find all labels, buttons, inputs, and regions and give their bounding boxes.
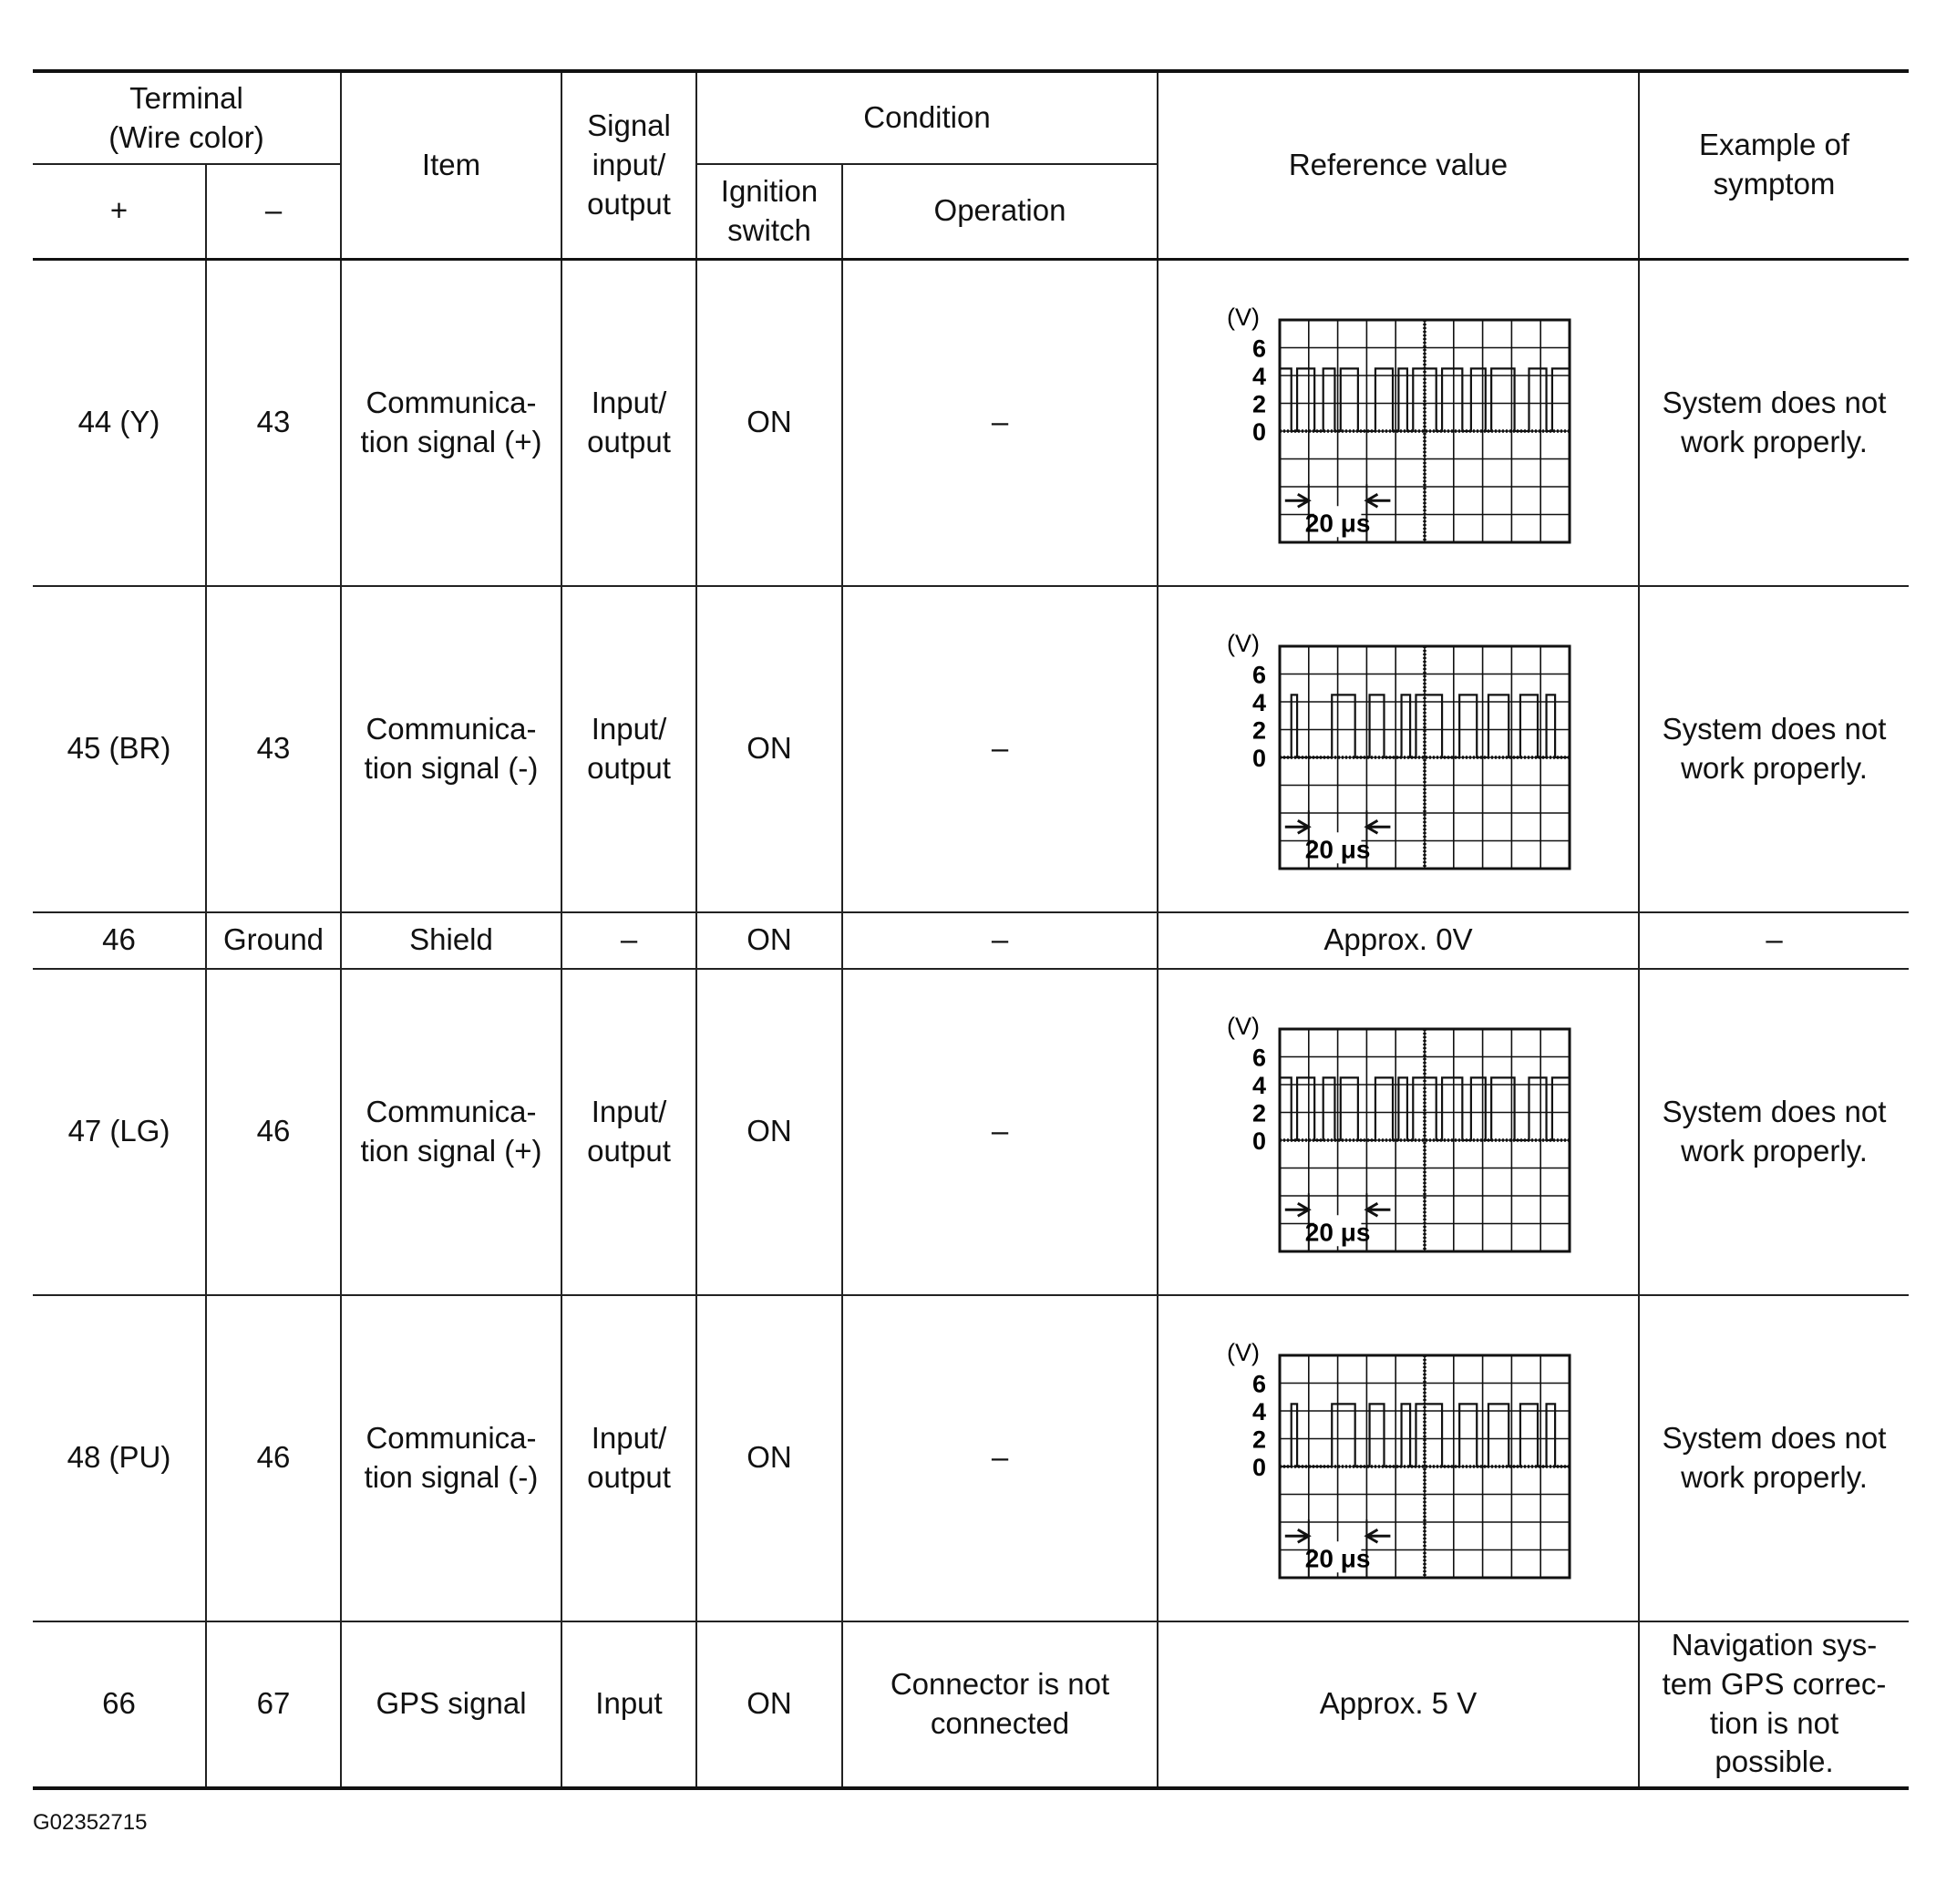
header-item: Item	[341, 71, 561, 259]
y-tick-label: 4	[1252, 362, 1267, 390]
reference-cell	[1158, 586, 1639, 912]
table-row	[33, 969, 1909, 1295]
operation-cell: –	[842, 912, 1158, 969]
signal-cell: Input	[561, 1621, 696, 1788]
ignition-cell: ON	[696, 259, 842, 586]
item-cell: Communica- tion signal (-)	[341, 586, 561, 912]
unit-label: (V)	[1227, 303, 1260, 331]
header-operation: Operation	[842, 164, 1158, 259]
item-cell: Communica- tion signal (-)	[341, 1295, 561, 1621]
item-cell: GPS signal	[341, 1621, 561, 1788]
figure-id: G02352715	[33, 1810, 148, 1835]
operation-cell: –	[842, 1295, 1158, 1621]
signal-cell: Input/ output	[561, 969, 696, 1295]
terminal-minus: 43	[206, 259, 341, 586]
item-cell: Communica- tion signal (+)	[341, 259, 561, 586]
y-tick-label: 6	[1252, 661, 1267, 688]
operation-cell: –	[842, 969, 1158, 1295]
table-row	[33, 1621, 1909, 1788]
time-label: 20 μs	[1304, 1543, 1371, 1572]
header-minus: –	[206, 164, 341, 259]
y-tick-label: 0	[1252, 1453, 1267, 1481]
operation-cell: –	[842, 586, 1158, 912]
ignition-cell: ON	[696, 1295, 842, 1621]
terminal-minus: 46	[206, 1295, 341, 1621]
header-plus: +	[33, 164, 206, 259]
signal-cell: Input/ output	[561, 1295, 696, 1621]
header-ignition: Ignition switch	[696, 164, 842, 259]
symptom-cell: System does not work properly.	[1639, 259, 1909, 586]
oscilloscope-waveform	[1225, 1009, 1571, 1255]
terminal-minus: 46	[206, 969, 341, 1295]
terminal-minus: Ground	[206, 912, 341, 969]
terminal-minus: 43	[206, 586, 341, 912]
ignition-cell: ON	[696, 912, 842, 969]
signal-cell: –	[561, 912, 696, 969]
time-label: 20 μs	[1304, 1217, 1371, 1246]
symptom-cell: System does not work properly.	[1639, 586, 1909, 912]
unit-label: (V)	[1227, 1012, 1260, 1040]
item-cell: Communica- tion signal (+)	[341, 969, 561, 1295]
ignition-cell: ON	[696, 969, 842, 1295]
header-terminal: Terminal (Wire color)	[33, 71, 341, 164]
y-tick-label: 6	[1252, 1044, 1267, 1071]
reference-cell: Approx. 0V	[1158, 912, 1639, 969]
terminal-table	[33, 69, 1909, 1790]
oscilloscope-waveform	[1225, 1335, 1571, 1581]
terminal-plus: 66	[33, 1621, 206, 1788]
y-tick-label: 0	[1252, 744, 1267, 772]
time-arrow-right	[1366, 1529, 1390, 1542]
symptom-cell: System does not work properly.	[1639, 1295, 1909, 1621]
unit-label: (V)	[1227, 629, 1260, 657]
reference-cell	[1158, 1295, 1639, 1621]
y-tick-label: 6	[1252, 334, 1267, 362]
y-tick-label: 4	[1252, 1397, 1267, 1425]
time-arrow-left	[1285, 1203, 1309, 1216]
oscilloscope-waveform	[1225, 300, 1571, 546]
y-tick-label: 2	[1252, 1425, 1267, 1453]
table-row	[33, 586, 1909, 912]
y-tick-label: 0	[1252, 417, 1267, 446]
symptom-cell: System does not work properly.	[1639, 969, 1909, 1295]
terminal-plus: 48 (PU)	[33, 1295, 206, 1621]
operation-cell: Connector is not connected	[842, 1621, 1158, 1788]
time-arrow-right	[1366, 820, 1390, 833]
y-tick-label: 0	[1252, 1127, 1267, 1155]
header-symptom: Example of symptom	[1639, 71, 1909, 259]
signal-cell: Input/ output	[561, 586, 696, 912]
oscilloscope-waveform	[1225, 626, 1571, 872]
symptom-cell: Navigation sys- tem GPS correc- tion is not possible.	[1639, 1621, 1909, 1788]
terminal-plus: 44 (Y)	[33, 259, 206, 586]
table-row	[33, 912, 1909, 969]
terminal-plus: 45 (BR)	[33, 586, 206, 912]
y-tick-label: 2	[1252, 716, 1267, 744]
symptom-cell: –	[1639, 912, 1909, 969]
table-row	[33, 1295, 1909, 1621]
unit-label: (V)	[1227, 1338, 1260, 1366]
time-arrow-left	[1285, 1529, 1309, 1542]
time-arrow-right	[1366, 1203, 1390, 1216]
signal-cell: Input/ output	[561, 259, 696, 586]
operation-cell: –	[842, 259, 1158, 586]
y-tick-label: 6	[1252, 1370, 1267, 1397]
time-label: 20 μs	[1304, 834, 1371, 863]
time-arrow-left	[1285, 494, 1309, 507]
ignition-cell: ON	[696, 1621, 842, 1788]
reference-cell: Approx. 5 V	[1158, 1621, 1639, 1788]
header-signal: Signal input/ output	[561, 71, 696, 259]
time-arrow-left	[1285, 820, 1309, 833]
reference-cell	[1158, 259, 1639, 586]
header-reference: Reference value	[1158, 71, 1639, 259]
table-row	[33, 259, 1909, 586]
y-tick-label: 2	[1252, 1099, 1267, 1127]
y-tick-label: 4	[1252, 1071, 1267, 1099]
y-tick-label: 2	[1252, 390, 1267, 417]
header-condition: Condition	[696, 71, 1158, 164]
item-cell: Shield	[341, 912, 561, 969]
y-tick-label: 4	[1252, 688, 1267, 716]
reference-cell	[1158, 969, 1639, 1295]
terminal-plus: 46	[33, 912, 206, 969]
time-arrow-right	[1366, 494, 1390, 507]
terminal-minus: 67	[206, 1621, 341, 1788]
ignition-cell: ON	[696, 586, 842, 912]
terminal-plus: 47 (LG)	[33, 969, 206, 1295]
time-label: 20 μs	[1304, 508, 1371, 537]
